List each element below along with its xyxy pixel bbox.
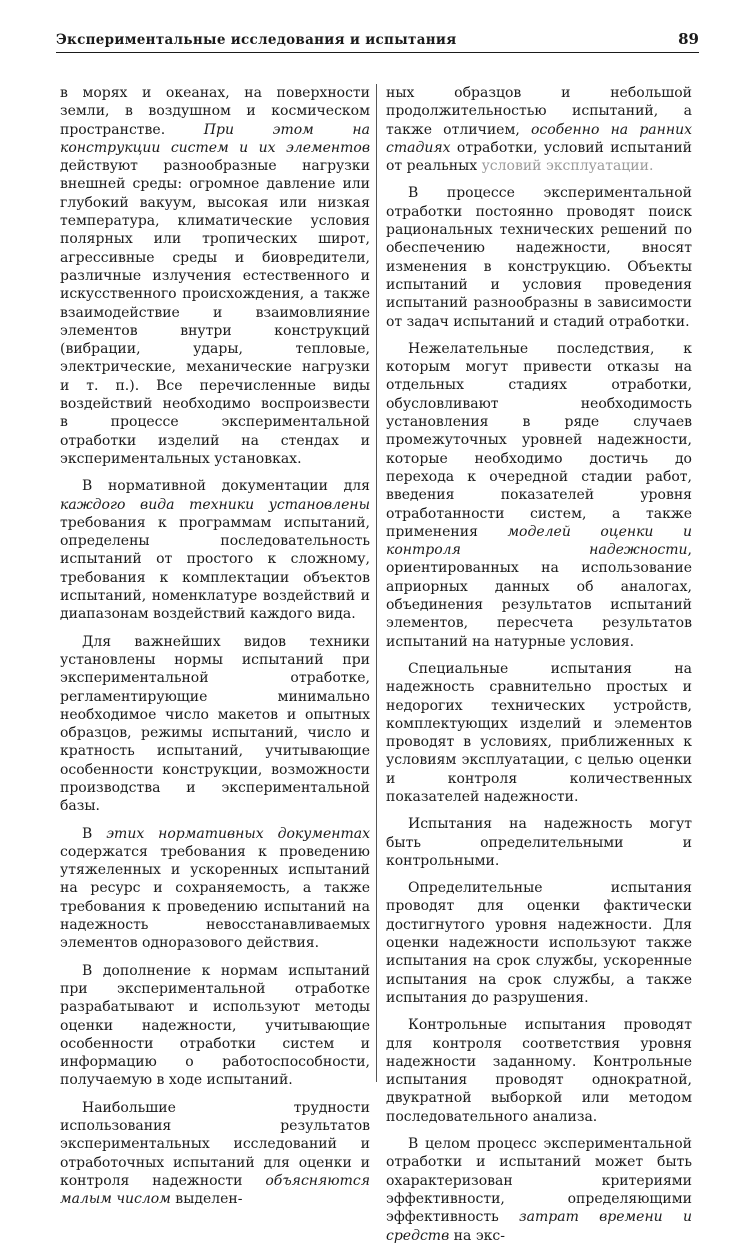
column-divider (376, 84, 377, 1082)
running-title: Экспериментальные исследования и испытания (56, 32, 457, 48)
paragraph: В процессе экспериментальной отработки постоянно проводят поиск рациональных технических решений по обеспечению надежности, вносят изменения в конструкцию. Объекты испытаний и условия проведения испытаний разнообразны в зависимости от задач испытаний и стадий отработки. (386, 185, 692, 330)
paragraph: Специальные испытания на надежность сравнительно простых и недорогих технических устройств, комплектующих изделий и элементов проводят в условиях, приближенных к условиям эксплуатации, с целью оценки и контроля количественных показателей надежности. (386, 660, 692, 805)
paragraph: в морях и океанах, на поверхности земли, в воздушном и космическом пространстве. При этом на конструкции систем и их элементов действуют разнообразные нагрузки внешней среды: огромное давление или глубокий вакуум, высокая или низкая температура, климатические условия полярных или тропических широт, агрессивные среды и биовредители, различные излучения естественного и искусственного происхождения, а также взаимодействие и взаимовлияние элементов внутри конструкций (вибрации, удары, тепловые, электрические, механические нагрузки и т. п.). Все перечисленные виды воздействий необходимо воспроизвести в процессе экспериментальной отработки изделий на стендах и экспериментальных установках. (60, 85, 370, 467)
paragraph: Определительные испытания проводят для оценки фактически достигнутого уровня надежности. Для оценки надежности используют также испытания на срок службы, ускоренные испытания на срок службы, а также испытания до разрушения. (386, 880, 692, 1006)
paragraph: Нежелательные последствия, к которым могут привести отказы на отдельных стадиях отработки, обусловливают необходимость установления в ряде случаев промежуточных уровней надежности, которые необходимо достичь до перехода к очередной стадии работ, введения показателей уровня отработанности систем, а также применения моделей оценки и контроля надежности, ориентированных на использование априорных данных об аналогах, объединения результатов испытаний элементов, пересчета результатов испытаний на натурные условия. (386, 340, 692, 650)
paragraph: В дополнение к нормам испытаний при экспериментальной отработке разрабатывают и используют методы оценки надежности, учитывающие особенности отработки систем и информацию о работоспособности, получаемую в ходе испытаний. (60, 962, 370, 1089)
right-column (386, 84, 692, 1245)
page-header (56, 28, 699, 58)
left-column (60, 84, 370, 1209)
paragraph: В целом процесс экспериментальной отработки и испытаний может быть охарактеризован критериями эффективности, определяющими эффективность затрат времени и средств на экс- (386, 1136, 692, 1244)
page-number: 89 (678, 30, 699, 48)
paragraph: В этих нормативных документах содержатся требования к проведению утяжеленных и ускоренных испытаний на ресурс и сохраняемость, а также требования к проведению испытаний на надежность невосстанавливаемых элементов одноразового действия. (60, 825, 370, 952)
paragraph: В нормативной документации для каждого вида техники установлены требования к программам испытаний, определены последовательность испытаний от простого к сложному, требования к комплектации объектов испытаний, номенклатуре воздействий и диапазонам воздействий каждого вида. (60, 478, 370, 623)
paragraph: Контрольные испытания проводят для контроля соответствия уровня надежности заданному. Контрольные испытания проводят однократной, двукратной выборкой или методом последовательного анализа. (386, 1017, 692, 1125)
paragraph: Наибольшие трудности использования результатов экспериментальных исследований и отработочных испытаний для оценки и контроля надежности объясняются малым числом выделен- (60, 1099, 370, 1208)
paragraph: Испытания на надежность могут быть определительными и контрольными. (386, 816, 692, 869)
header-rule (56, 52, 699, 53)
paragraph: ных образцов и небольшой продолжительностью испытаний, а также отличием, особенно на ранних стадиях отработки, условий испытаний от реальных условий эксплуатации. (386, 85, 692, 175)
paragraph: Для важнейших видов техники установлены нормы испытаний при экспериментальной отработке, регламентирующие минимально необходимое число макетов и опытных образцов, режимы испытаний, число и кратность испытаний, учитывающие особенности конструкции, возможности производства и экспериментальной базы. (60, 633, 370, 815)
